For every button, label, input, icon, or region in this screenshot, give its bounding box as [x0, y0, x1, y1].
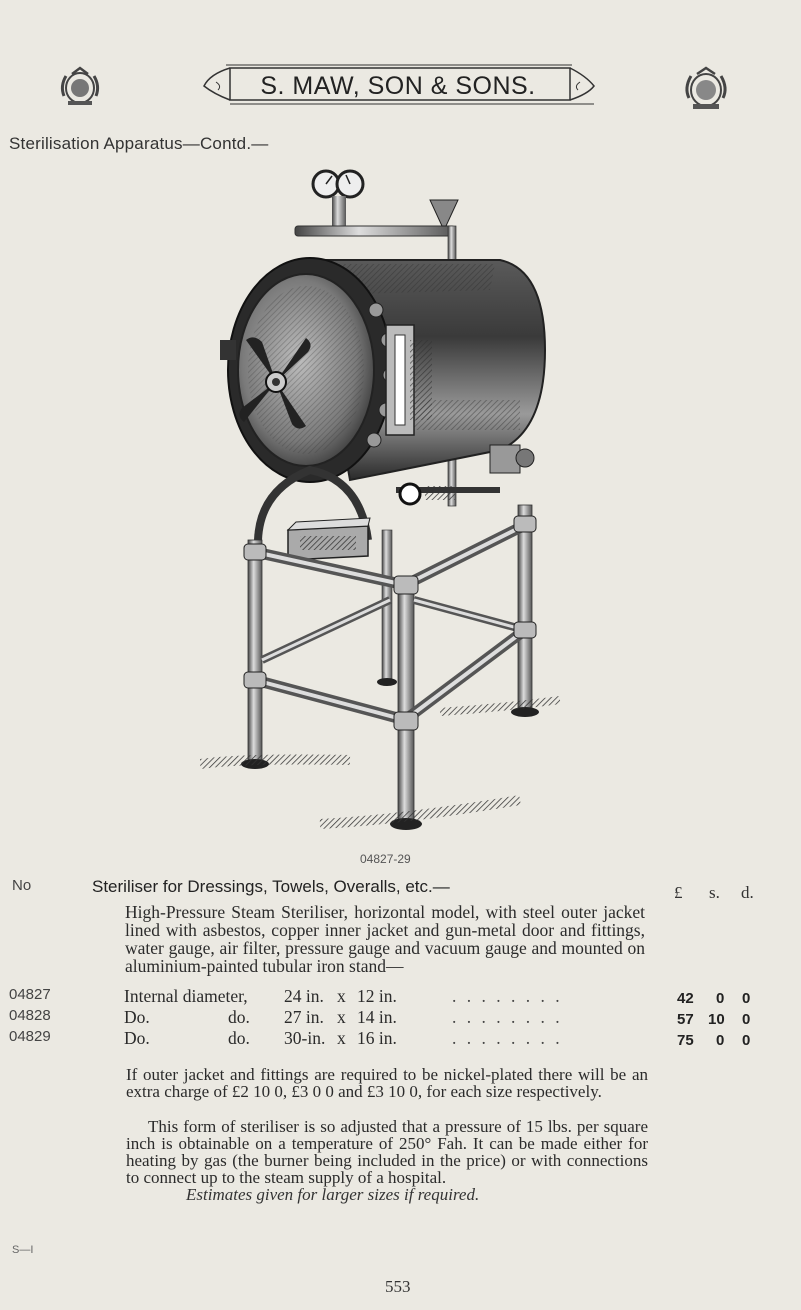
firm-banner — [200, 64, 596, 110]
catalogue-number: 04828 — [9, 1007, 51, 1024]
by-sign: x — [337, 1028, 346, 1048]
size-label: Internal diameter, — [124, 986, 248, 1006]
item-title: Steriliser for Dressings, Towels, Overalls, etc.— — [92, 877, 450, 896]
ditto: do. — [228, 1007, 250, 1027]
length: 14 in. — [357, 1007, 397, 1027]
shillings-header: s. — [709, 883, 720, 902]
catalogue-number: 04827 — [9, 986, 51, 1003]
size-label: Do. — [124, 1007, 150, 1027]
price-shillings: 10 — [708, 1011, 725, 1028]
price-pounds: 42 — [677, 990, 694, 1007]
leader-dots: . . . . . . . . — [452, 1028, 563, 1048]
size-row — [124, 986, 644, 1006]
steriliser-illustration — [200, 160, 580, 840]
figure-number: 04827-29 — [360, 852, 411, 866]
price-pounds: 57 — [677, 1011, 694, 1028]
size-row — [124, 1007, 644, 1027]
size-label: Do. — [124, 1028, 150, 1048]
diameter: 30-in. — [284, 1028, 326, 1048]
price-shillings: 0 — [716, 1032, 725, 1049]
catalogue-number: 04829 — [9, 1028, 51, 1045]
left-royal-arms-icon — [58, 66, 102, 108]
length: 12 in. — [357, 986, 397, 1006]
estimates-note: Estimates given for larger sizes if required. — [186, 1185, 480, 1204]
drip-tray — [288, 518, 370, 560]
price-pence: 0 — [742, 990, 751, 1007]
price-pence: 0 — [742, 1032, 751, 1049]
firm-name: S. MAW, SON & SONS. — [260, 72, 536, 100]
right-royal-arms-icon — [682, 66, 730, 112]
size-row — [124, 1028, 644, 1048]
ditto: do. — [228, 1028, 250, 1048]
leader-dots: . . . . . . . . — [452, 986, 563, 1006]
page-number: 553 — [385, 1277, 411, 1296]
diameter: 27 in. — [284, 1007, 324, 1027]
price-shillings: 0 — [716, 990, 725, 1007]
section-mark: S—I — [12, 1244, 34, 1256]
price-pounds: 75 — [677, 1032, 694, 1049]
diameter: 24 in. — [284, 986, 324, 1006]
item-description: High-Pressure Steam Steriliser, horizontal model, with steel outer jacket lined with asbestos, copper inner jacket and gun-metal door and fittings, water gauge, air filter, pressure gauge and vacuum gauge and mounted on aluminium-painted tubular iron stand— — [125, 902, 645, 976]
pounds-header: £ — [674, 883, 683, 902]
by-sign: x — [337, 1007, 346, 1027]
by-sign: x — [337, 986, 346, 1006]
column-header-no: No — [12, 877, 32, 894]
leader-dots: . . . . . . . . — [452, 1007, 563, 1027]
nickel-plating-note: If outer jacket and fittings are required to be nickel-plated there will be an extra charge of £2 10 0, £3 0 0 and £3 10 0, for each size respectively. — [126, 1065, 648, 1101]
section-title: Sterilisation Apparatus—Contd.— — [9, 134, 269, 153]
pence-header: d. — [741, 883, 754, 902]
tubular-stand — [200, 505, 560, 830]
pressure-note: This form of steriliser is so adjusted that a pressure of 15 lbs. per square inch is obtainable on a temperature of 250° Fah. It can be made either for heating by gas (the burner being included in the price) or with connections to connect up to the steam supply of a hospital. — [126, 1117, 648, 1187]
length: 16 in. — [357, 1028, 397, 1048]
price-pence: 0 — [742, 1011, 751, 1028]
